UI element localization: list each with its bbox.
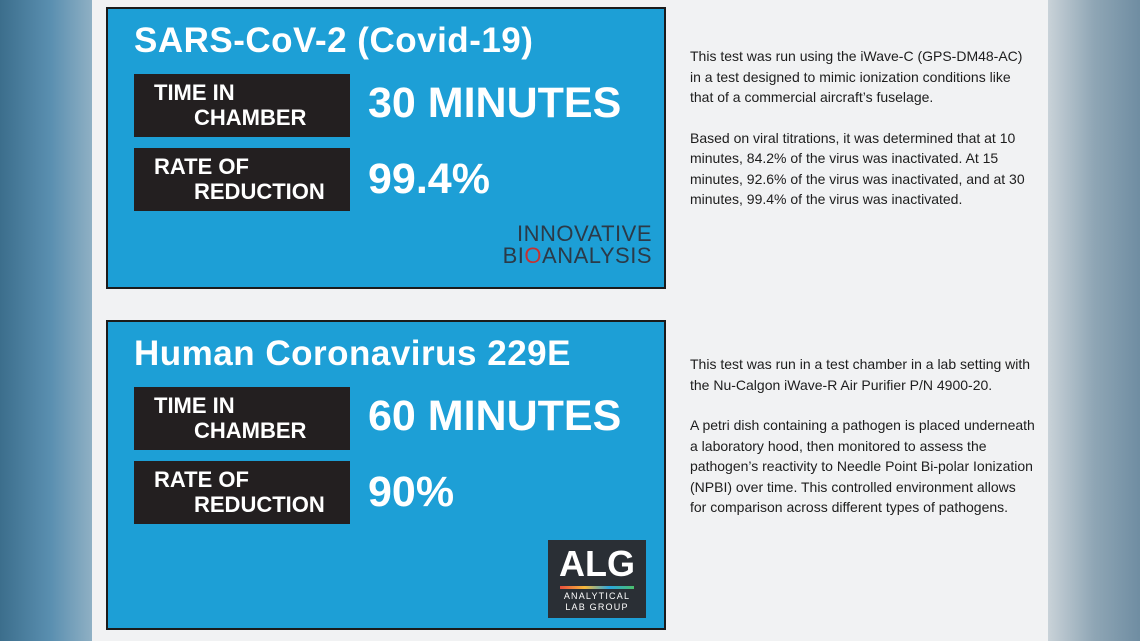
time-in-chamber-label <box>134 387 350 450</box>
hcov-229e-description <box>690 354 1035 538</box>
logo-text: BIOANALYSIS <box>502 243 652 268</box>
rate-of-reduction-label <box>134 461 350 524</box>
label-line: RATE OF <box>154 154 249 179</box>
logo-text: INNOVATIVE <box>517 221 652 246</box>
description-paragraph: Based on viral titrations, it was determined that at 10 minutes, 84.2% of the virus was inactivated. At 15 minutes, 92.6% of the virus was inactivated, and at 30 minutes, 99.4% of the virus was inactivated. <box>690 129 1025 207</box>
time-value: 30 MINUTES <box>368 79 622 127</box>
rate-value: 90% <box>368 468 455 516</box>
label-line: TIME IN <box>154 80 235 105</box>
logo-text: LAB GROUP <box>565 602 629 612</box>
label-line: REDUCTION <box>194 492 325 517</box>
label-line: TIME IN <box>154 393 235 418</box>
sars-cov-2-description <box>690 46 1035 230</box>
time-in-chamber-label <box>134 74 350 137</box>
background-right <box>1048 0 1140 641</box>
human-coronavirus-229e-card <box>106 320 666 630</box>
card-title: SARS-CoV-2 (Covid-19) <box>134 21 534 60</box>
label-line: REDUCTION <box>194 179 325 204</box>
logo-text: ANALYTICAL <box>563 591 631 601</box>
label-line: CHAMBER <box>194 418 307 443</box>
rate-value: 99.4% <box>368 155 490 203</box>
logo-text: ALG <box>559 543 635 584</box>
card-title: Human Coronavirus 229E <box>134 334 571 373</box>
time-value: 60 MINUTES <box>368 392 622 440</box>
sars-cov-2-card <box>106 7 666 289</box>
label-line: RATE OF <box>154 467 249 492</box>
description-paragraph: A petri dish containing a pathogen is placed underneath a laboratory hood, then monitored to assess the pathogen’s reactivity to Needle Point Bi-polar Ionization (NPBI) over time. This controlled environment allows for comparison across different types of pathogens. <box>690 417 1035 515</box>
background-left <box>0 0 92 641</box>
description-paragraph: This test was run in a test chamber in a lab setting with the Nu-Calgon iWave-R Air Purifier P/N 4900-20. <box>690 356 1031 393</box>
innovative-bioanalysis-logo <box>468 223 652 267</box>
description-paragraph: This test was run using the iWave-C (GPS-DM48-AC) in a test designed to mimic ionization conditions like that of a commercial aircraft’s fuselage. <box>690 48 1023 105</box>
alg-logo <box>548 540 646 618</box>
label-line: CHAMBER <box>194 105 307 130</box>
logo-color-bar <box>560 586 634 589</box>
rate-of-reduction-label <box>134 148 350 211</box>
